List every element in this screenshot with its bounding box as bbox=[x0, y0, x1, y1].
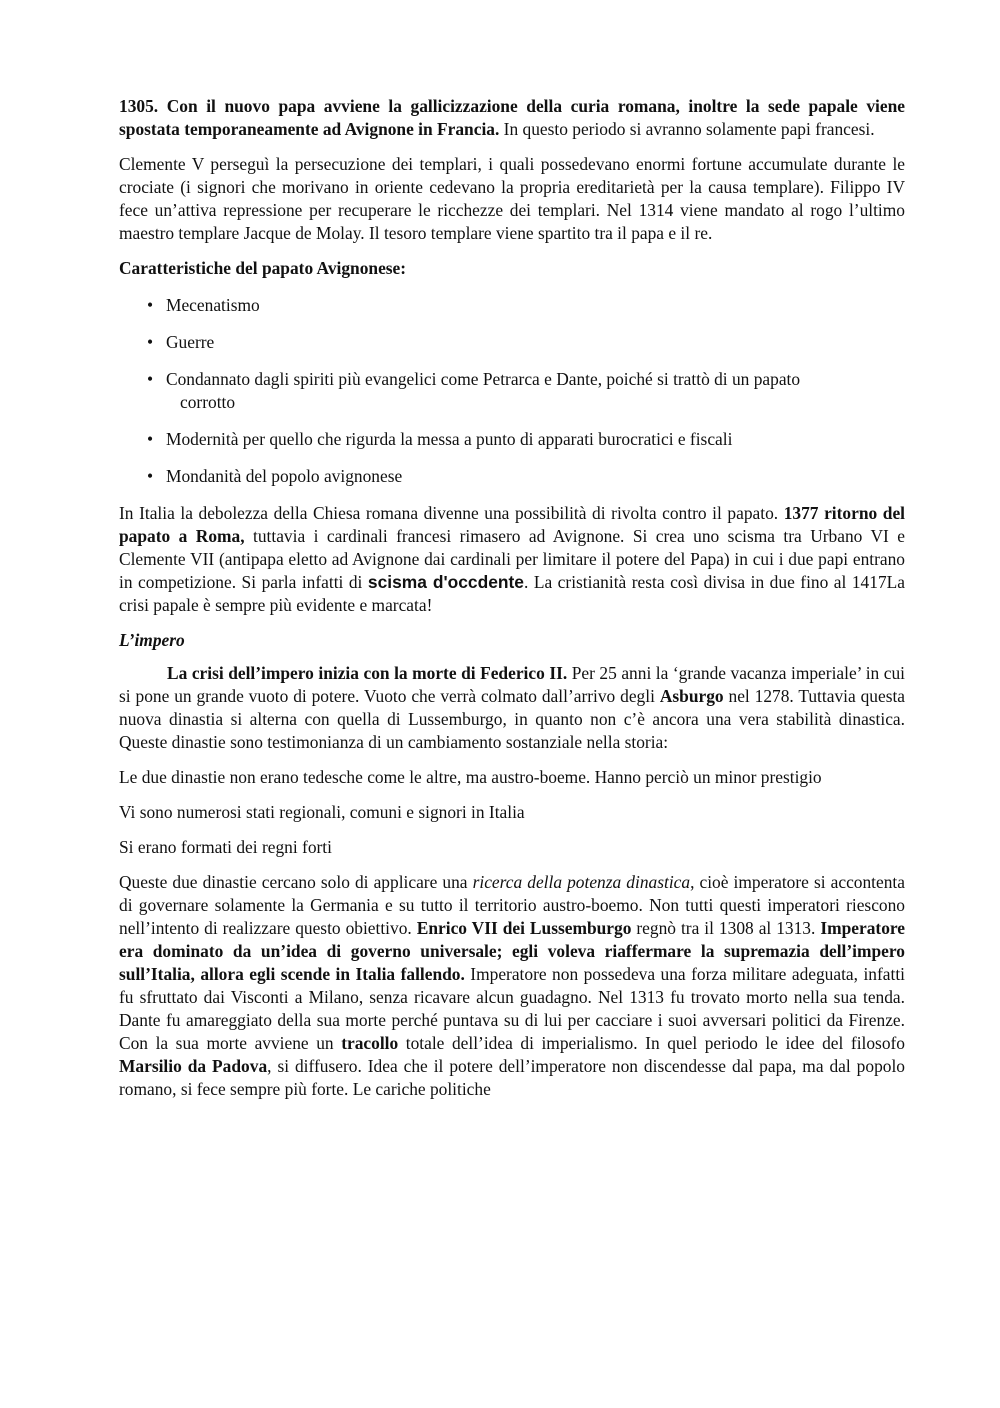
body-text: Per 25 anni la ‘grande vacanza imperiale’ in cui si pone un grande vuoto di potere. Vuoto che verrà colmato dall’arrivo degli bbox=[119, 663, 905, 706]
bullet-icon: • bbox=[147, 429, 154, 449]
list-item-text: Mecenatismo bbox=[166, 295, 260, 315]
bold-text: 1377 ritorno del papato a Roma, bbox=[119, 503, 905, 546]
list-item bbox=[147, 428, 905, 451]
body-text: nel 1278. Tuttavia questa nuova dinastia si alterna con quella di Lussemburgo, in quanto non c’è ancora una vera stabilità dinastica. Queste dinastie sono testimonianza di un cambiamento sostanziale nella storia: bbox=[119, 686, 906, 752]
body-text: In Italia la debolezza della Chiesa romana divenne una possibilità di rivolta contro il papato. bbox=[119, 503, 784, 523]
italic-text: ricerca della potenza dinastica bbox=[472, 872, 691, 892]
paragraph-enrico bbox=[119, 871, 905, 1101]
bullet-list bbox=[119, 294, 905, 488]
list-item bbox=[147, 294, 905, 317]
body-text: In questo periodo si avranno solamente papi francesi. bbox=[499, 119, 875, 139]
bullet-icon: • bbox=[147, 369, 154, 389]
paragraph-crisi-impero bbox=[119, 662, 905, 754]
body-text: totale dell’idea di imperialismo. In quel periodo le idee del filosofo bbox=[398, 1033, 906, 1053]
list-item-text: Guerre bbox=[166, 332, 215, 352]
paragraph-regni: Si erano formati dei regni forti bbox=[119, 837, 332, 857]
list-item-text: Condannato dagli spiriti più evangelici come Petrarca e Dante, poiché si trattò di un papato bbox=[166, 369, 801, 389]
paragraph-stati: Vi sono numerosi stati regionali, comuni e signori in Italia bbox=[119, 802, 525, 822]
bold-term: tracollo bbox=[341, 1033, 399, 1053]
document-page bbox=[119, 95, 905, 1113]
bold-text: 1305. Con il nuovo papa avviene la gallicizzazione della curia romana, inoltre la sede papale viene spostata temporaneamente ad Avignone in Francia. bbox=[119, 96, 905, 139]
list-item-text: Mondanità del popolo avignonese bbox=[166, 466, 403, 486]
body-text: regnò tra il 1308 al 1313. bbox=[631, 918, 821, 938]
bullet-icon: • bbox=[147, 332, 154, 352]
heading-avignon: Caratteristiche del papato Avignonese: bbox=[119, 258, 407, 278]
paragraph-avignon-intro bbox=[119, 95, 905, 141]
paragraph-templari: Clemente V perseguì la persecuzione dei templari, i quali possedevano enormi fortune accumulate durante le crociate (i signori che morivano in oriente cedevano la propria ereditarietà per la causa templare). Filippo IV fece un’attiva repressione per recuperare le ricchezze dei templari. Nel 1314 viene mandato al rogo l’ultimo maestro templare Jacque de Molay. Il tesoro templare viene spartito tra il papa e il re. bbox=[119, 154, 905, 243]
body-text: Queste due dinastie cercano solo di applicare una bbox=[119, 872, 473, 892]
bold-term: Marsilio da Padova bbox=[119, 1056, 268, 1076]
body-text: tuttavia i cardinali francesi rimasero ad Avignone. Si crea uno scisma tra Urbano VI e Clemente VII (antipapa eletto ad Avignone dai cardinali per limitare il potere del Papa) in cui i due papi entrano in competizione. Si parla infatti di bbox=[119, 526, 905, 592]
paragraph-dinastie: Le due dinastie non erano tedesche come le altre, ma austro-boeme. Hanno perciò un minor prestigio bbox=[119, 767, 822, 787]
bullet-icon: • bbox=[147, 295, 154, 315]
section-title: L’impero bbox=[119, 630, 185, 650]
body-text: Imperatore non possedeva una forza militare adeguata, infatti fu sfruttato dai Visconti a Milano, senza ricavare alcun guadagno. Nel 1313 fu trovato morto nella sua tenda. Dante fu amareggiato della sua morte perché puntava su di lui per cacciare i suoi avversari politici da Firenze. Con la sua morte avviene un bbox=[119, 964, 905, 1053]
list-item bbox=[147, 331, 905, 354]
body-text: . La cristianità resta così divisa in due fino al 1417La crisi papale è sempre più evidente e marcata! bbox=[119, 572, 905, 615]
list-item-continuation: corrotto bbox=[180, 392, 236, 412]
list-item bbox=[147, 368, 905, 414]
bold-text: La crisi dell’impero inizia con la morte di Federico II. bbox=[167, 663, 568, 683]
bold-term: Asburgo bbox=[659, 686, 724, 706]
body-text: , cioè imperatore si accontenta di governare solamente la Germania e su tutto il territorio austro-boemo. Non tutti questi imperatori riescono nell’intento di realizzare questo obiettivo. bbox=[119, 872, 905, 938]
bullet-icon: • bbox=[147, 466, 154, 486]
bold-term: scisma d'occdente bbox=[367, 572, 524, 592]
list-item-text: Modernità per quello che rigurda la messa a punto di apparati burocratici e fiscali bbox=[166, 429, 733, 449]
body-text: , si diffusero. Idea che il potere dell’imperatore non discendesse dal papa, ma dal popolo romano, si fece sempre più forte. Le cariche politiche bbox=[119, 1056, 905, 1099]
bold-text: Imperatore era dominato da un’idea di governo universale; egli voleva riaffermare la supremazia dell’impero sull’Italia, allora egli scende in Italia fallendo. bbox=[119, 918, 906, 984]
bold-term: Enrico VII dei Lussemburgo bbox=[416, 918, 632, 938]
paragraph-scisma bbox=[119, 502, 905, 617]
list-item bbox=[147, 465, 905, 488]
